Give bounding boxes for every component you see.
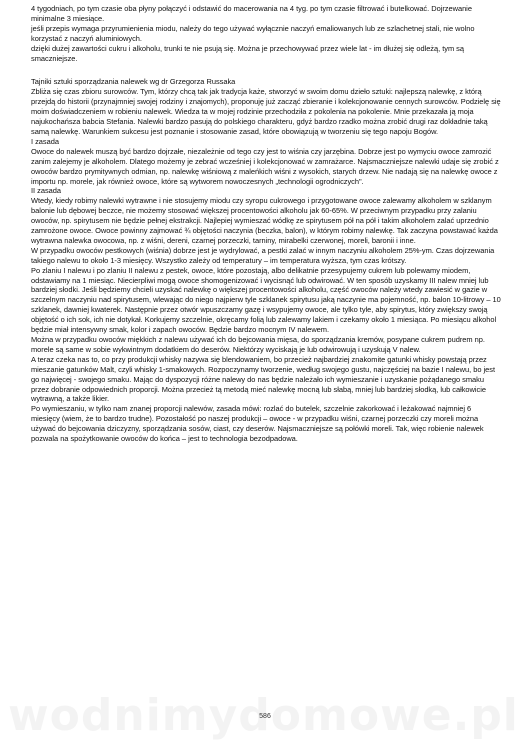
paragraph: Po zlaniu I nalewu i po zlaniu II nalewu z pestek, owoce, które pozostają, albo delikatnie przesypujemy cukrem lub polewamy miodem, odstawiamy na 1 miesiąc. Niecierpliwi mogą owoce shomogenizować i wycisnąć lub odwirować. W ten sposób uzyskamy III nalew mniej lub bardziej słodki. Jeśli będziemy chcieli uzyskać nalewkę o większej procentowości alkoholu, część owoców należy wtedy zawiesić w gazie w szczelnym naczyniu nad spirytusem, wlewając do niego najpierw tyle szklanek spirytusu jaką naczynie ma pojemność, np. balon 10-litrowy – 10 szklanek, dawniej kwaterek. Następnie przez otwór wpuszczamy gazę i wsypujemy owoce, ale tylko tyle, aby spirytus, który zwiększy swoją objętość o ich sok, ich nie dotykał. Korkujemy szczelnie, okręcamy folią lub zalewamy lakiem i czekamy około 1 miesiąca. Po miesiącu alkohol będzie miał intensywny smak, kolor i zapach owoców. Będzie bardzo mocnym IV nalewem. <box>31 265 501 335</box>
paragraph: Po wymieszaniu, w tylko nam znanej proporcji nalewów, zasada mówi: rozlać do butelek, szczelnie zakorkować i leżakować najmniej 6 miesięcy (wiem, że to bardzo trudne). Pozostałość po naszej produkcji – owoce - w przypadku wiśni, czarnej porzeczki czy moreli można używać do bejcowania dziczyzny, sporządzania sosów, ciast, czy deserów. Najsmaczniejsze są połówki moreli. Tak, więc robienie nalewek pozwala na spożytkowanie owoców do końca – jest to technologia bezodpadowa. <box>31 404 484 444</box>
paragraph: Wtedy, kiedy robimy nalewki wytrawne i nie stosujemy miodu czy syropu cukrowego i przygotowane owoce zalewamy alkoholem w szklanym balonie lub dębowej beczce, nie możemy stosować większej procentowości alkoholu jak 60-65%. W przeciwnym przypadku przy zalaniu owoców, np. spirytusem nie będzie pełnej ekstrakcji. Najlepiej wymieszać wódkę ze spirytusem pół na pół i takim alkoholem zalać uprzednio zamrożone owoce. Owoce powinny zajmować ¾ objętości naczynia (beczka, balon), w którym robimy nalewkę. Tak zaczyna powstawać każda wytrawna nalewka owocowa, np. z wiśni, dereni, czarnej porzeczki, tarniny, mirabelki czerwonej, moreli, baronii i inne. <box>31 196 498 245</box>
rule-heading: I zasada <box>31 136 59 146</box>
paragraph: Owoce do nalewek muszą być bardzo dojrzałe, niezależnie od tego czy jest to wiśnia czy jarzębina. Dobrze jest po wymyciu owoce zamrozić zanim zalejemy je alkoholem. Dlatego możemy je zebrać wcześniej i kolekcjonować w zamrażarce. Najsmaczniejsze nalewki udaje się zrobić z owoców bardzo prymitywnych odmian, np. nalewkę wiśniową z maleńkich wiśni z wysokich, starych drzew. Nie nadają się na nalewkę owoce z importu np. morele, jak również owoce, które są wytworem nowoczesnych „technologii ogrodniczych". <box>31 146 499 186</box>
paragraph: A teraz czeka nas to, co przy produkcji whisky nazywa się blendowaniem, bo przecież najbardziej znakomite gatunki whisky powstają przez mieszanie gatunków Malt, czyli whisky 1-smakowych. Rozpoczynamy tworzenie, według swojego gustu, najczęściej na bazie I nalewu, bo jest go najwięcej - swojego smaku. Mając do dyspozycji różne nalewy do nas będzie należało ich wymieszanie i uzyskanie pożądanego smaku przez dobranie odpowiednich proporcji. Można przecież tą metodą mieć nalewkę mocną lub słabą, mniej lub bardziej słodką, lub całkowicie wytrawną, a także likier. <box>31 354 496 404</box>
intro-line: jeśli przepis wymaga przyrumienienia miodu, należy do tego używać wyłącznie naczyń emaliowanych lub ze szlachetnej stali, nie wolno korzystać z naczyń aluminiowych. <box>31 23 475 43</box>
page-number: 586 <box>259 713 271 720</box>
paragraph: Można w przypadku owoców miękkich z nalewu używać ich do bejcowania mięsa, do sporządzania kremów, posypane cukrem pudrem np. morele są same w sobie wykwintnym dodatkiem do deserów. Niektórzy wyciskają je lub odwirowują i uzyskują V nalew. <box>31 335 485 354</box>
paragraph: W przypadku owoców pestkowych (wiśnia) dobrze jest je wydrylować, a pestki zalać w innym naczyniu alkoholem 25%-ym. Czas dojrzewania takiego nalewu to około 1-3 miesięcy. Wszystko zależy od temperatury – im temperatura wyższa, tym czas krótszy. <box>31 245 495 265</box>
document-page <box>31 4 501 444</box>
paragraph: Zbliża się czas zbioru surowców. Tym, którzy chcą tak jak tradycja każe, stworzyć w swoim domu dzieło sztuki: najlepszą nalewkę, z którą przejdą do historii (przynajmniej swojej rodziny i znajomych), proponuję już zacząć zbieranie i kolekcjonowanie cennych surowców. Podzielę się moim doświadczeniem w robieniu nalewek. Wiedza ta w mojej rodzinie przechodziła z pokolenia na pokolenie. Mnie przekazała ją moja najukochańsza babcia Stefania. Nalewki bardzo pasują do polskiego charakteru, gdyż bardzo rzadko można zrobić drugi raz dokładnie taką samą nalewkę. Warunkiem sukcesu jest poznanie i stosowanie zasad, które obowiązują w tworzeniu się tego napoju Bogów. <box>31 87 501 136</box>
section-title: Tajniki sztuki sporządzania nalewek wg dr Grzegorza Russaka <box>31 77 236 87</box>
rule-heading: II zasada <box>31 186 62 196</box>
intro-line: dzięki dużej zawartości cukru i alkoholu, trunki te nie psują się. Można je przechowywać przez wiele lat - im dłużej się odleżą, tym są smaczniejsze. <box>31 43 464 63</box>
intro-line: 4 tygodniach, po tym czasie oba płyny połączyć i odstawić do macerowania na 4 tyg. po tym czasie filtrować i butelkować. Dojrzewanie minimalne 3 miesiące. <box>31 4 472 23</box>
